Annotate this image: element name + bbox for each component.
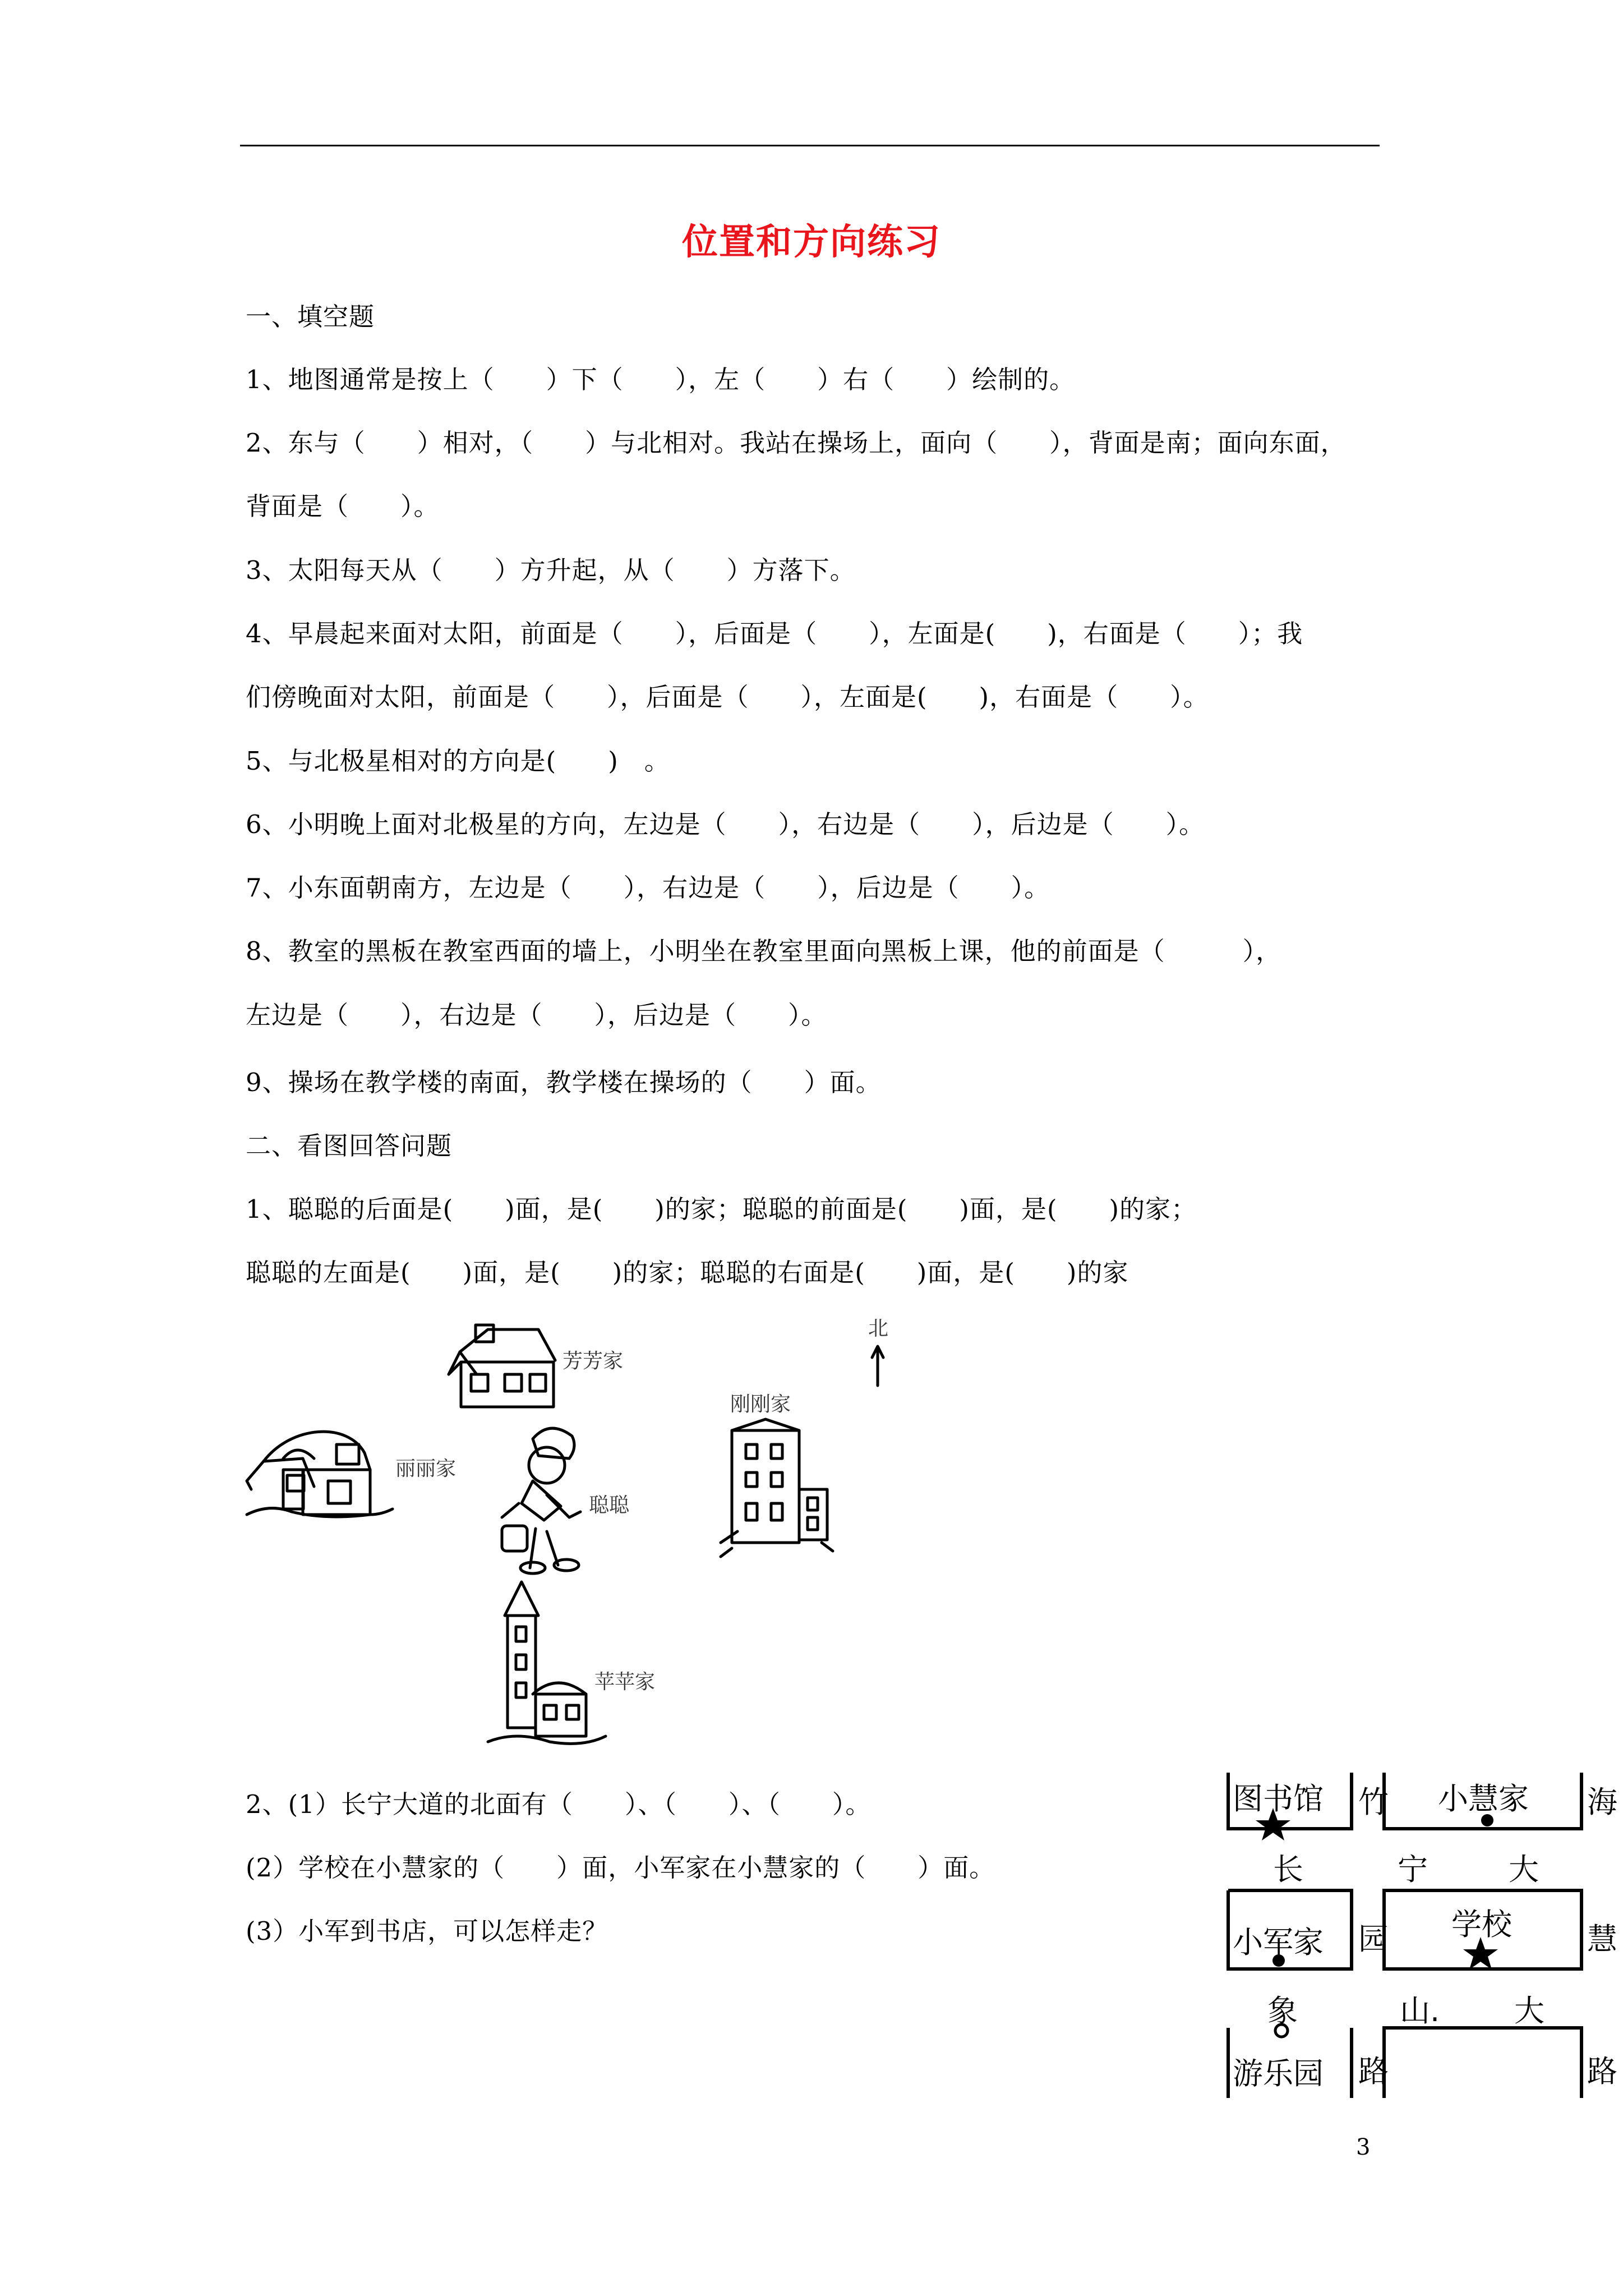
ganggang-label: 刚刚家	[730, 1393, 791, 1416]
header-rule	[240, 145, 1380, 146]
q2-2-1-line: 2、(1）长宁大道的北面有（ ）、（ ）、（ ）。	[246, 1789, 872, 1819]
da-top-label: 大	[1509, 1852, 1539, 1887]
hai-label: 海	[1587, 1784, 1617, 1820]
q2-1-line-cont: 聪聪的左面是( )面，是( )的家；聪聪的右面是( )面，是( )的家	[246, 1258, 1129, 1287]
north-label: 北	[868, 1317, 889, 1340]
yuan-label: 园	[1358, 1921, 1389, 1957]
q2-2-3-line: (3）小军到书店，可以怎样走？	[246, 1916, 608, 1946]
xiaojun-label: 小军家	[1233, 1925, 1324, 1960]
q1-7-line: 7、小东面朝南方，左边是（ ），右边是（ ），后边是（ ）。	[246, 873, 1050, 903]
q1-1-line: 1、地图通常是按上（ ）下（ ），左（ ）右（ ）绘制的。	[246, 365, 1076, 394]
pingping-label: 苹苹家	[594, 1671, 656, 1694]
q1-4-line: 4、早晨起来面对太阳，前面是（ ），后面是（ ），左面是( )，右面是（ ）；我	[246, 619, 1303, 648]
zhu-label: 竹	[1358, 1784, 1389, 1820]
q1-5-line: 5、与北极星相对的方向是( ) 。	[246, 746, 670, 776]
pingping-tower-icon	[488, 1582, 606, 1743]
lili-label: 丽丽家	[395, 1457, 457, 1480]
library-label: 图书馆	[1233, 1781, 1324, 1816]
ning-label: 宁	[1398, 1852, 1428, 1887]
section2-heading: 二、看图回答问题	[246, 1131, 453, 1161]
da-bottom-label: 大	[1514, 1993, 1544, 2028]
q1-3-line: 3、太阳每天从（ ）方升起，从（ ）方落下。	[246, 555, 856, 585]
page-title: 位置和方向练习	[682, 221, 941, 263]
chang-label: 长	[1273, 1852, 1303, 1887]
page-number: 3	[1356, 2134, 1371, 2160]
park-label: 游乐园	[1233, 2056, 1324, 2091]
school-label: 学校	[1451, 1907, 1512, 1942]
congcong-kid-icon	[502, 1428, 580, 1573]
q2-1-line: 1、聪聪的后面是( )面，是( )的家；聪聪的前面是( )面，是( )的家；	[246, 1194, 1197, 1224]
q1-9-line: 9、操场在教学楼的南面，教学楼在操场的（ ）面。	[246, 1068, 882, 1097]
street-map	[1217, 1767, 1623, 2104]
section1-heading: 一、填空题	[246, 302, 375, 332]
ganggang-building-icon	[721, 1419, 833, 1557]
hui-label: 慧	[1587, 1921, 1617, 1957]
lu-right-label: 路	[1587, 2054, 1617, 2089]
fangfang-house-icon	[449, 1325, 555, 1407]
fangfang-label: 芳芳家	[562, 1350, 624, 1373]
shan-label: 山.	[1400, 1993, 1440, 2028]
q1-2-line-cont: 背面是（ ）。	[246, 491, 440, 521]
lili-house-icon	[247, 1432, 393, 1517]
q1-2-line: 2、东与（ ）相对，（ ）与北相对。我站在操场上，面向（ ），背面是南；面向东面，	[246, 428, 1347, 458]
xiaohui-label: 小慧家	[1438, 1781, 1529, 1816]
q1-4-line-cont: 们傍晚面对太阳，前面是（ ），后面是（ ），左面是( )，右面是（ ）。	[246, 682, 1209, 712]
q1-6-line: 6、小明晚上面对北极星的方向，左边是（ ），右边是（ ），后边是（ ）。	[246, 809, 1205, 839]
congcong-label: 聪聪	[589, 1494, 630, 1517]
north-arrow-icon	[872, 1346, 883, 1386]
xiang-label: 象	[1267, 1993, 1298, 2028]
q1-8-line: 8、教室的黑板在教室西面的墙上，小明坐在教室里面向黑板上课，他的前面是（ ），	[246, 936, 1282, 966]
q1-8-line-cont: 左边是（ ），右边是（ ），后边是（ ）。	[246, 1000, 827, 1030]
q2-2-2-line: (2）学校在小慧家的（ ）面，小军家在小慧家的（ ）面。	[246, 1853, 995, 1883]
lu-left-label: 路	[1358, 2054, 1389, 2089]
